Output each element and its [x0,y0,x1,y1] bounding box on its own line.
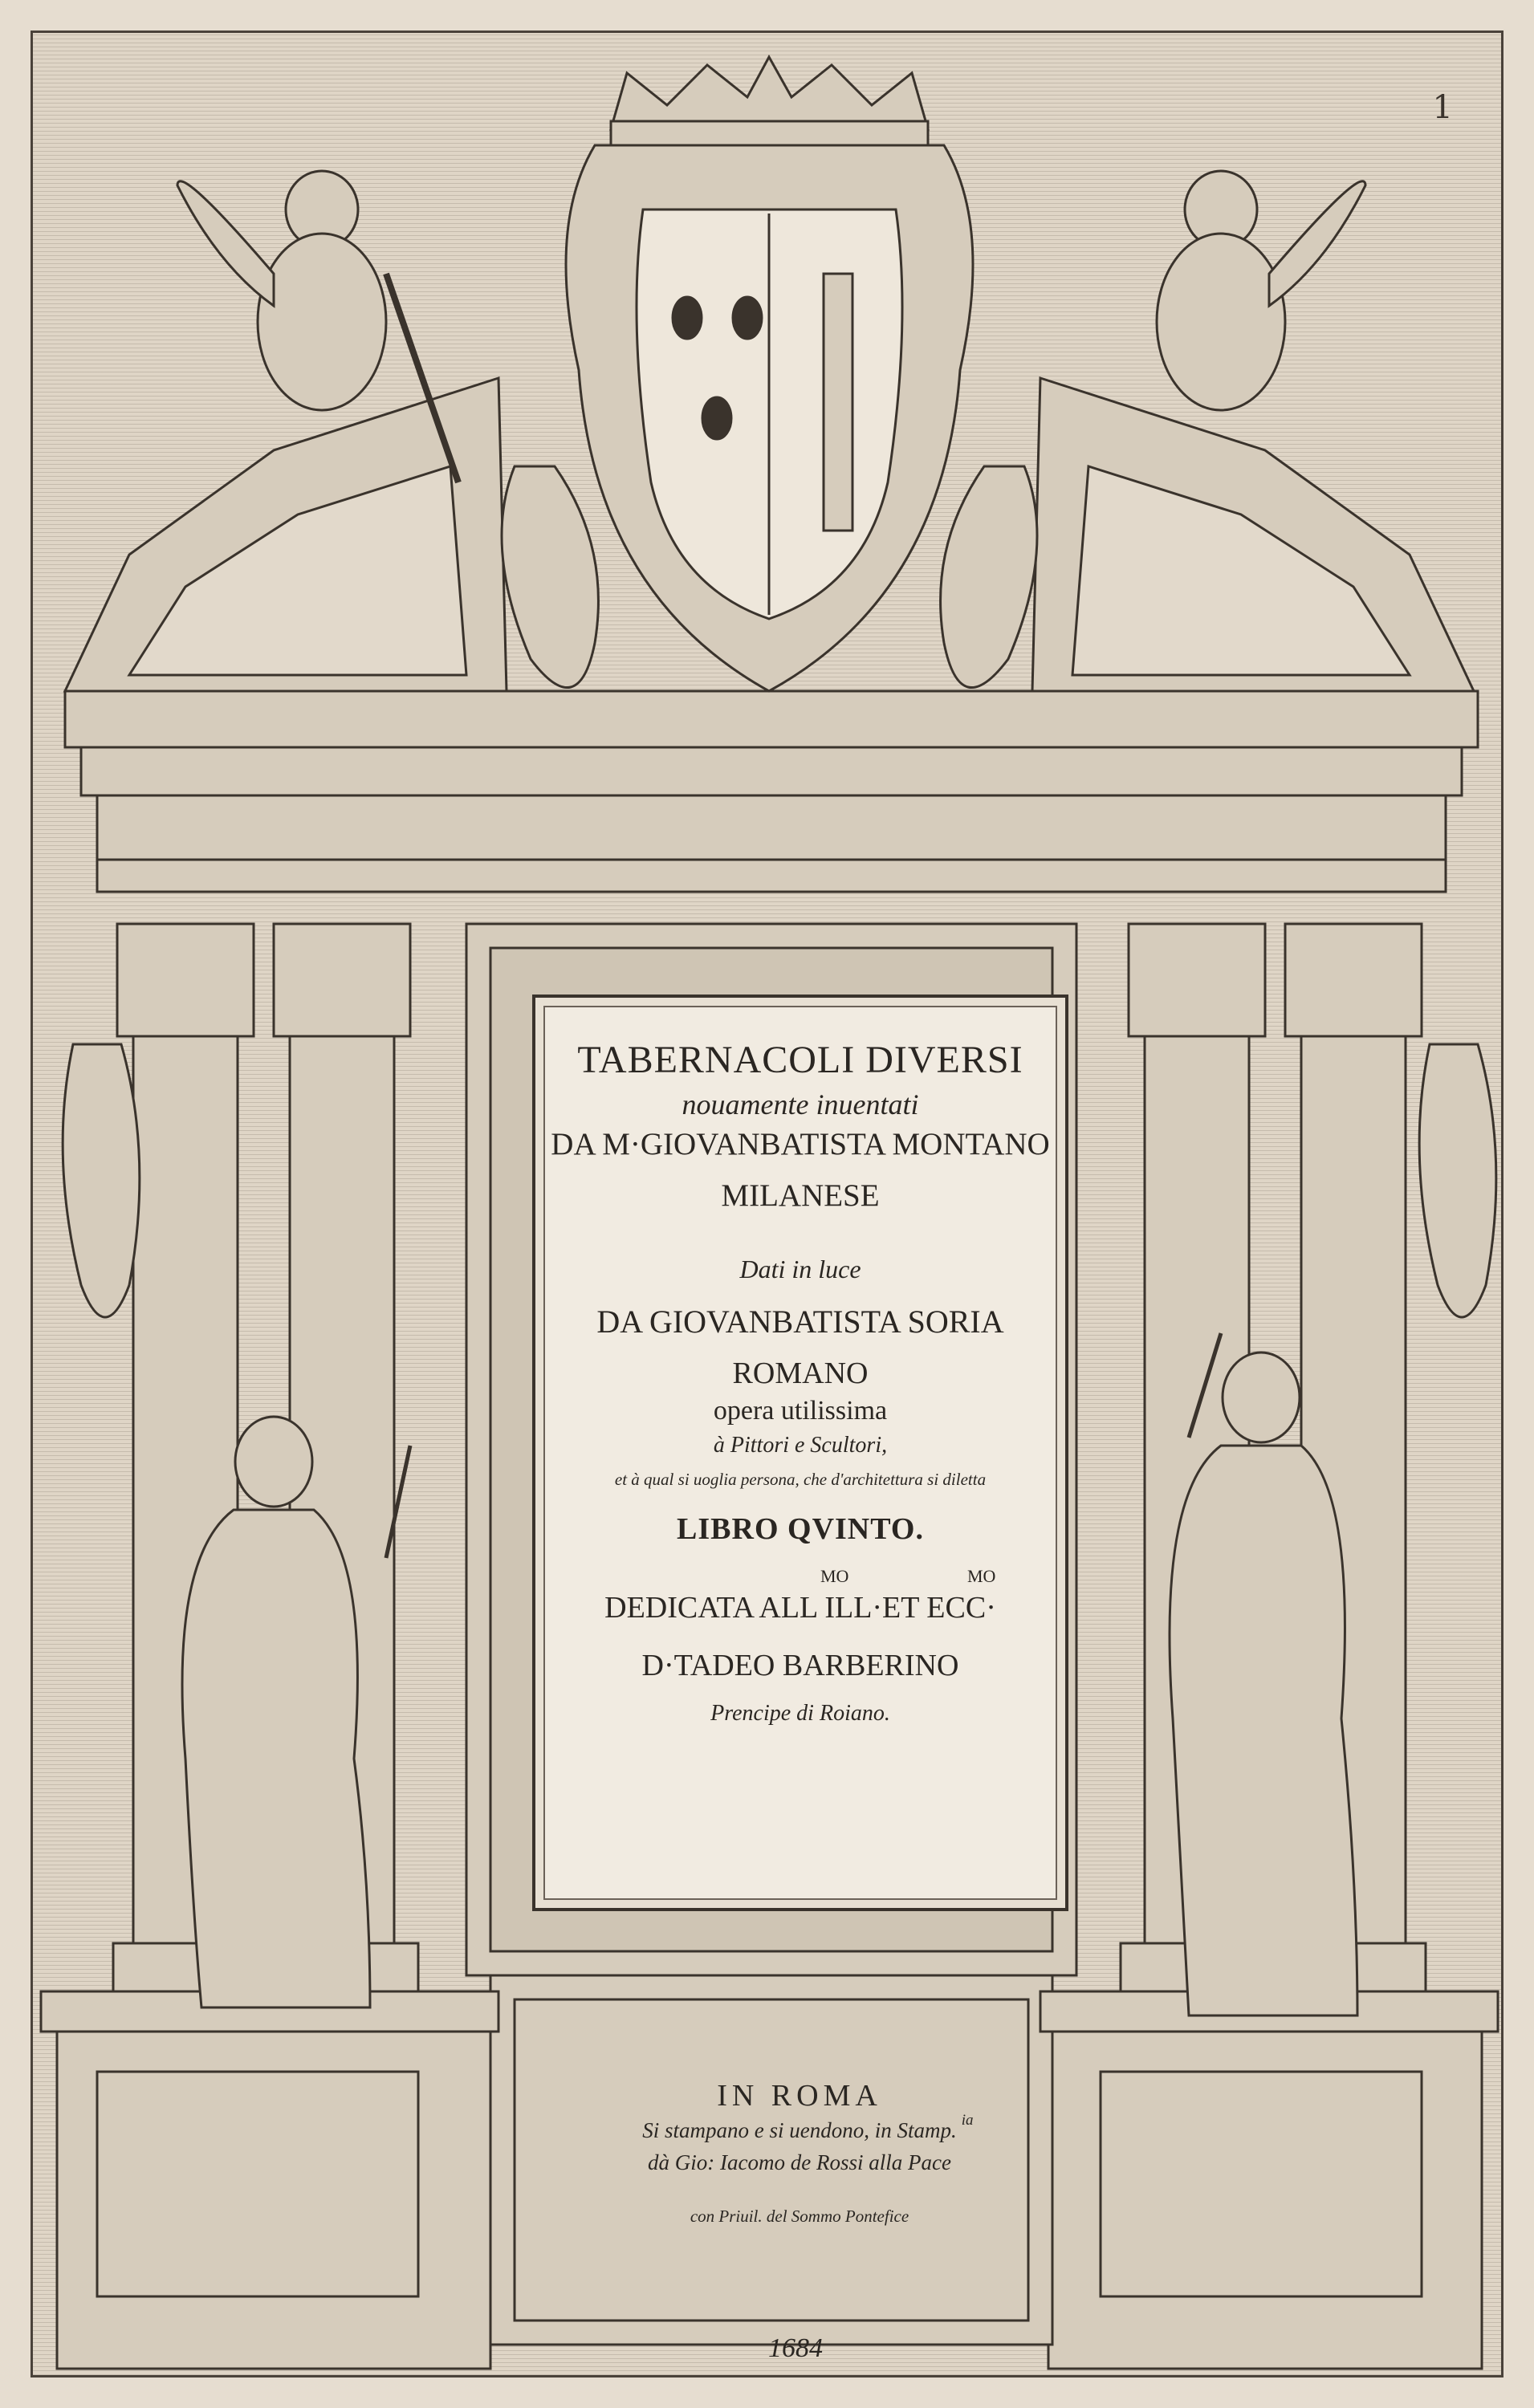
imprint-printer-text: Si stampano e si uendono, in Stamp. [642,2118,957,2142]
left-figure-robe [182,1510,370,2007]
published-line: Dati in luce [739,1255,861,1283]
left-putto-wing [177,181,274,306]
imprint-city: IN ROMA [717,2079,882,2113]
imprint-privilege: con Priuil. del Sommo Pontefice [690,2207,909,2226]
dedicatee-title: Prencipe di Roiano. [710,1701,890,1726]
page-title: TABERNACOLI DIVERSI [577,1039,1023,1081]
imprint-publisher-line: dà Gio: Iacomo de Rossi alla Pace [648,2150,951,2174]
left-capital-outer [117,924,254,1036]
garland-left-side [63,1044,140,1317]
garland-left-top [502,466,598,688]
audience-line-2: et à qual si uoglia persona, che d'architettura si diletta [614,1470,987,1489]
right-figure-robe [1170,1446,1357,2015]
dedication-superscript-1: MO [820,1566,849,1586]
right-putto-body [1157,234,1285,410]
bee-3 [702,397,731,439]
publisher-line: DA GIOVANBATISTA SORIA [596,1304,1004,1340]
imprint-block [555,2072,1044,2248]
author-origin: MILANESE [721,1178,880,1213]
dedication-text: DEDICATA ALL ILL·ET ECC· [604,1591,996,1625]
garland-right-side [1419,1044,1496,1317]
frieze [97,795,1446,860]
left-figure-head [235,1417,312,1507]
title-panel [532,995,1068,1911]
publication-year: 1684 [768,2333,823,2363]
description-line: opera utilissima [713,1396,888,1426]
cornice [65,691,1478,747]
imprint-printer-line [555,2112,1044,2143]
publisher-origin: ROMANO [732,1357,869,1390]
bee-2 [733,297,762,339]
book-number: LIBRO QVINTO. [677,1512,924,1546]
right-putto-wing [1269,181,1365,306]
subtitle-line: nouamente inuentati [682,1088,919,1121]
bee-1 [673,297,702,339]
left-capital-inner [274,924,410,1036]
left-putto-body [258,234,386,410]
imprint-superscript: ia [961,2112,974,2129]
plate-number: 1 [1432,89,1453,126]
shield-column [824,274,852,531]
author-line: DA M·GIOVANBATISTA MONTANO [551,1127,1050,1161]
garland-right-top [941,466,1037,688]
dedicatee-line: D·TADEO BARBERINO [641,1649,959,1682]
left-pedestal [57,2024,490,2369]
right-capital-outer [1285,924,1422,1036]
dedication-line [535,1566,1065,1625]
crown [611,57,928,129]
right-pedestal [1048,2024,1482,2369]
engraved-title-page [31,31,1503,2377]
right-capital-inner [1129,924,1265,1036]
dedication-superscript-2: MO [967,1566,996,1586]
audience-line: à Pittori e Scultori, [713,1433,888,1458]
right-figure-head [1223,1352,1300,1442]
